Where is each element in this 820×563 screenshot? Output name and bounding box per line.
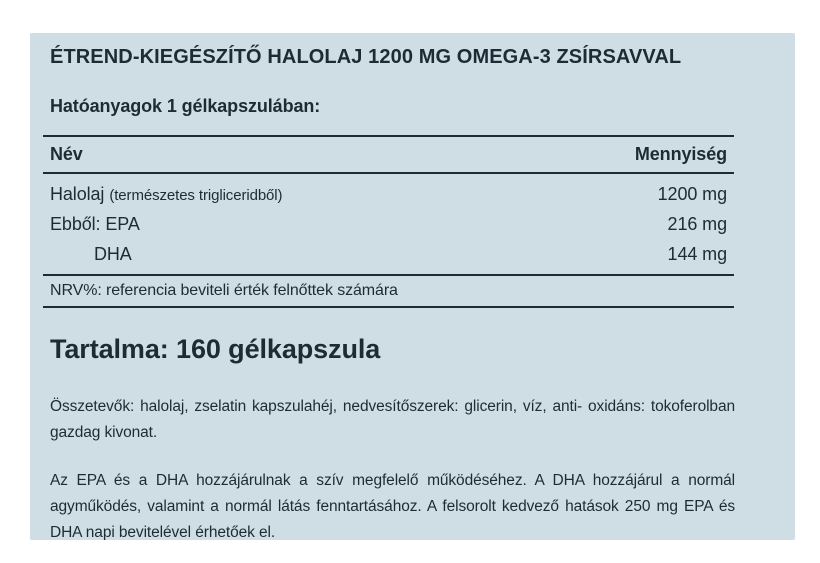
ingredient-amount: 1200 mg bbox=[657, 183, 727, 204]
ingredient-amount: 144 mg bbox=[667, 243, 727, 264]
table-row bbox=[43, 179, 734, 209]
nutrition-facts-table bbox=[43, 135, 734, 308]
ingredient-amount: 216 mg bbox=[667, 213, 727, 234]
ingredient-name-main: Halolaj bbox=[50, 183, 105, 204]
ingredient-name-main: Ebből: EPA bbox=[50, 213, 140, 234]
table-bottom-rule bbox=[43, 306, 734, 308]
capsule-count: Tartalma: 160 gélkapszula bbox=[50, 334, 381, 364]
ingredient-name bbox=[50, 184, 282, 205]
table-header-row bbox=[43, 137, 734, 172]
table-row bbox=[43, 209, 734, 239]
ingredient-name bbox=[50, 244, 132, 265]
product-title: ÉTREND-KIEGÉSZÍTŐ HALOLAJ 1200 MG OMEGA-3 ZSÍRSAVVAL bbox=[50, 46, 682, 68]
ingredients-paragraph: Összetevők: halolaj, zselatin kapszulahéj, nedvesítőszerek: glicerin, víz, anti- oxidáns: tokoferolban gazdag kivonat. bbox=[50, 398, 735, 441]
table-row bbox=[43, 239, 734, 269]
column-header-name: Név bbox=[50, 144, 83, 164]
column-header-amount: Mennyiség bbox=[634, 144, 727, 164]
ingredient-name bbox=[50, 214, 140, 235]
health-claims-paragraph: Az EPA és a DHA hozzájárulnak a szív megfelelő működéséhez. A DHA hozzájárul a normál agyműködés, valamint a normál látás fenntartásához. A felsorolt kedvező hatások 250 mg EPA és DHA napi bevitelével érhetőek el. bbox=[50, 472, 735, 540]
table-body bbox=[43, 174, 734, 274]
supplement-label bbox=[30, 33, 795, 540]
active-ingredients-heading: Hatóanyagok 1 gélkapszulában: bbox=[50, 96, 321, 116]
ingredient-name-note: (természetes trigliceridből) bbox=[109, 186, 283, 204]
ingredient-name-main: DHA bbox=[94, 243, 132, 264]
nrv-footnote: NRV%: referencia beviteli érték felnőttek számára bbox=[50, 282, 398, 299]
